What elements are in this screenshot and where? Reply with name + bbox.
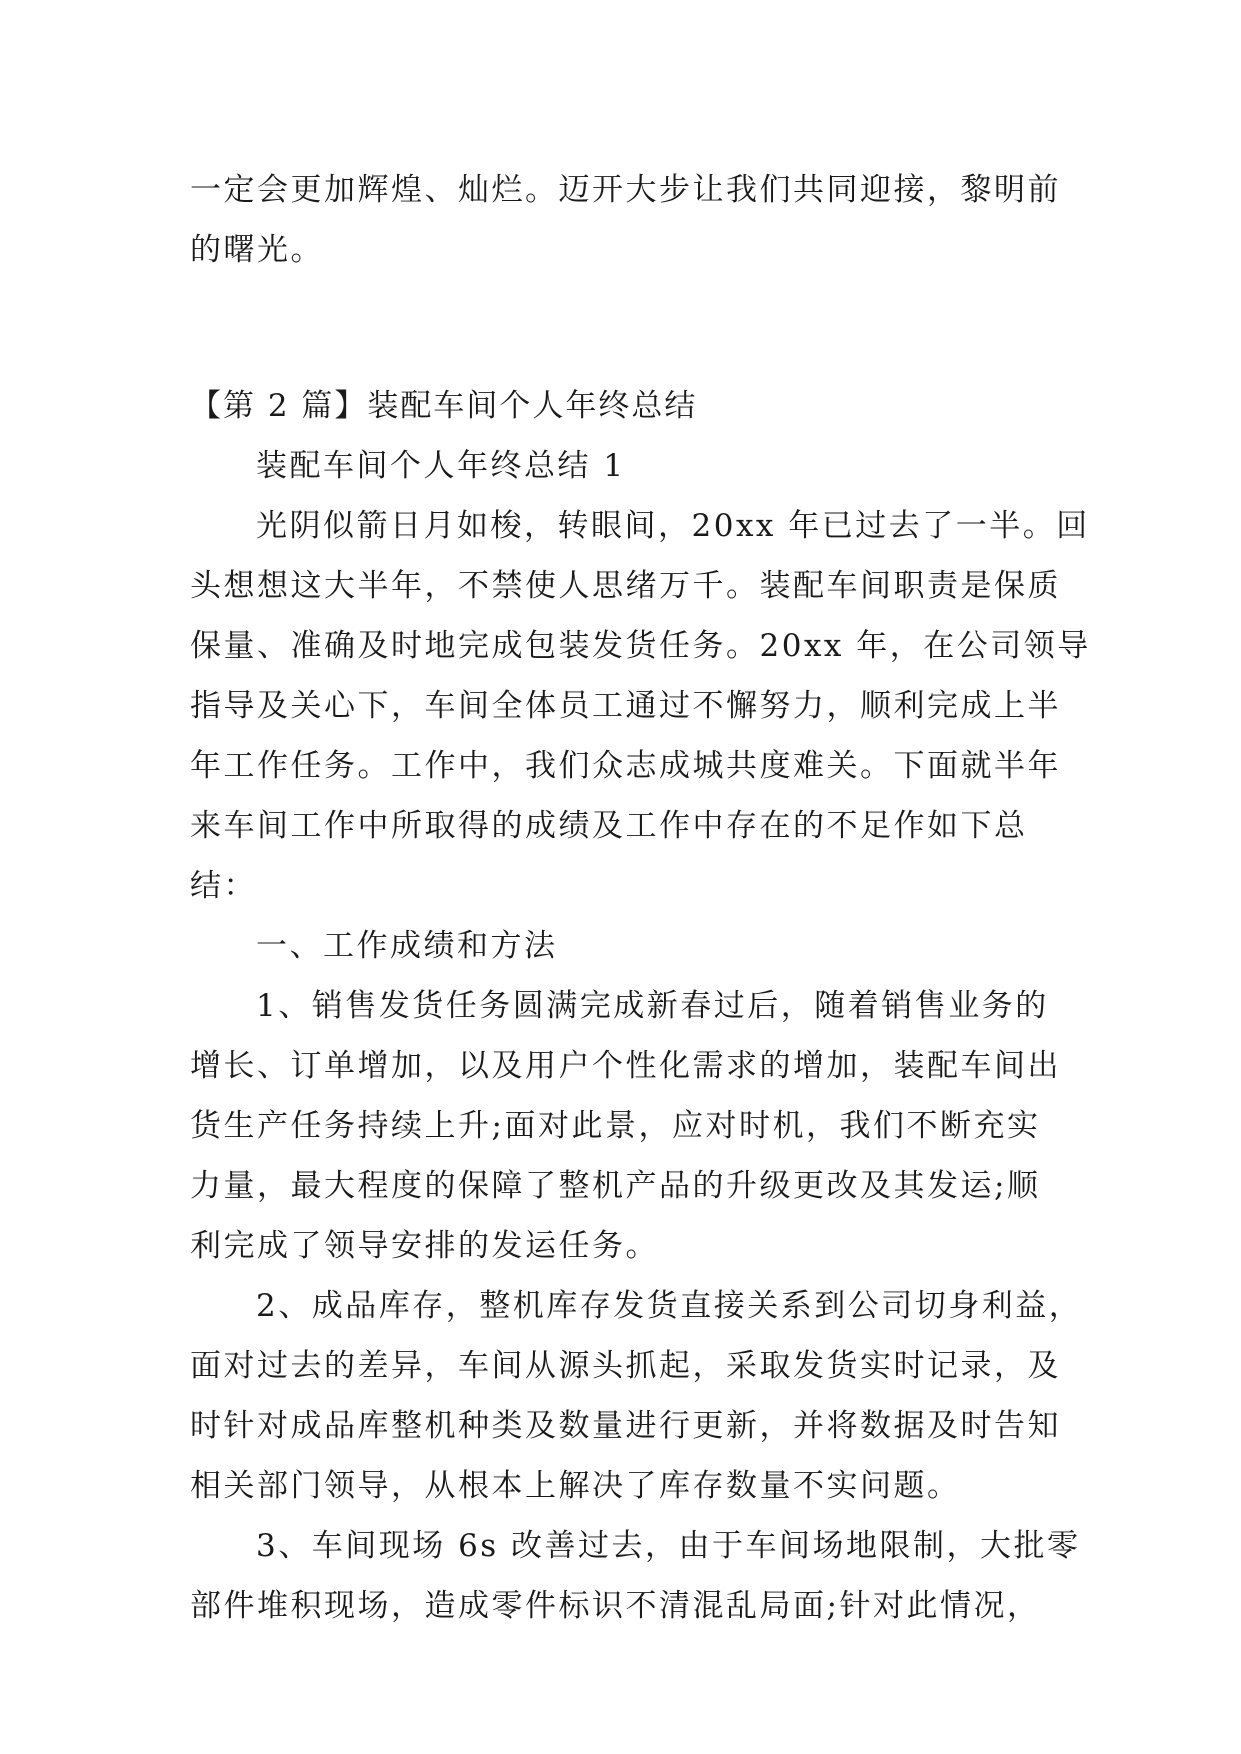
text-line: 的曙光。 bbox=[190, 232, 324, 268]
document-body bbox=[190, 160, 1091, 1636]
text-line: 年工作任务。工作中，我们众志成城共度难关。下面就半年 bbox=[190, 748, 1061, 784]
blank-line bbox=[190, 280, 1050, 376]
text-line: 部件堆积现场，造成零件标识不清混乱局面;针对此情况， bbox=[190, 1588, 1041, 1624]
text-line: 利完成了领导安排的发运任务。 bbox=[190, 1228, 659, 1264]
text-line: 一定会更加辉煌、灿烂。迈开大步让我们共同迎接，黎明前 bbox=[190, 172, 1061, 208]
text-line: 光阴似箭日月如梭，转眼间，20xx 年已过去了一半。回 bbox=[256, 508, 1090, 544]
text-line: 时针对成品库整机种类及数量进行更新，并将数据及时告知 bbox=[190, 1408, 1061, 1444]
text-line: 头想想这大半年，不禁使人思绪万千。装配车间职责是保质 bbox=[190, 568, 1061, 604]
subsection-title: 装配车间个人年终总结 1 bbox=[256, 448, 626, 484]
text-line: 面对过去的差异，车间从源头抓起，采取发货实时记录，及 bbox=[190, 1348, 1061, 1384]
text-line: 力量，最大程度的保障了整机产品的升级更改及其发运;顺 bbox=[190, 1168, 1041, 1204]
text-line: 2、成品库存，整机库存发货直接关系到公司切身利益， bbox=[256, 1288, 1083, 1324]
text-line: 相关部门领导，从根本上解决了库存数量不实问题。 bbox=[190, 1468, 961, 1504]
text-line: 1、销售发货任务圆满完成新春过后，随着销售业务的 bbox=[256, 988, 1049, 1024]
list-heading: 一、工作成绩和方法 bbox=[256, 928, 558, 964]
text-line: 增长、订单增加，以及用户个性化需求的增加，装配车间出 bbox=[190, 1048, 1061, 1084]
text-line: 结： bbox=[190, 868, 257, 904]
section-heading: 【第 2 篇】装配车间个人年终总结 bbox=[190, 388, 698, 424]
text-line: 保量、准确及时地完成包装发货任务。20xx 年，在公司领导 bbox=[190, 628, 1091, 664]
text-line: 3、车间现场 6s 改善过去，由于车间场地限制，大批零 bbox=[256, 1528, 1081, 1564]
text-line: 指导及关心下，车间全体员工通过不懈努力，顺利完成上半 bbox=[190, 688, 1061, 724]
text-line: 货生产任务持续上升;面对此景，应对时机，我们不断充实 bbox=[190, 1108, 1041, 1144]
text-line: 来车间工作中所取得的成绩及工作中存在的不足作如下总 bbox=[190, 808, 1028, 844]
